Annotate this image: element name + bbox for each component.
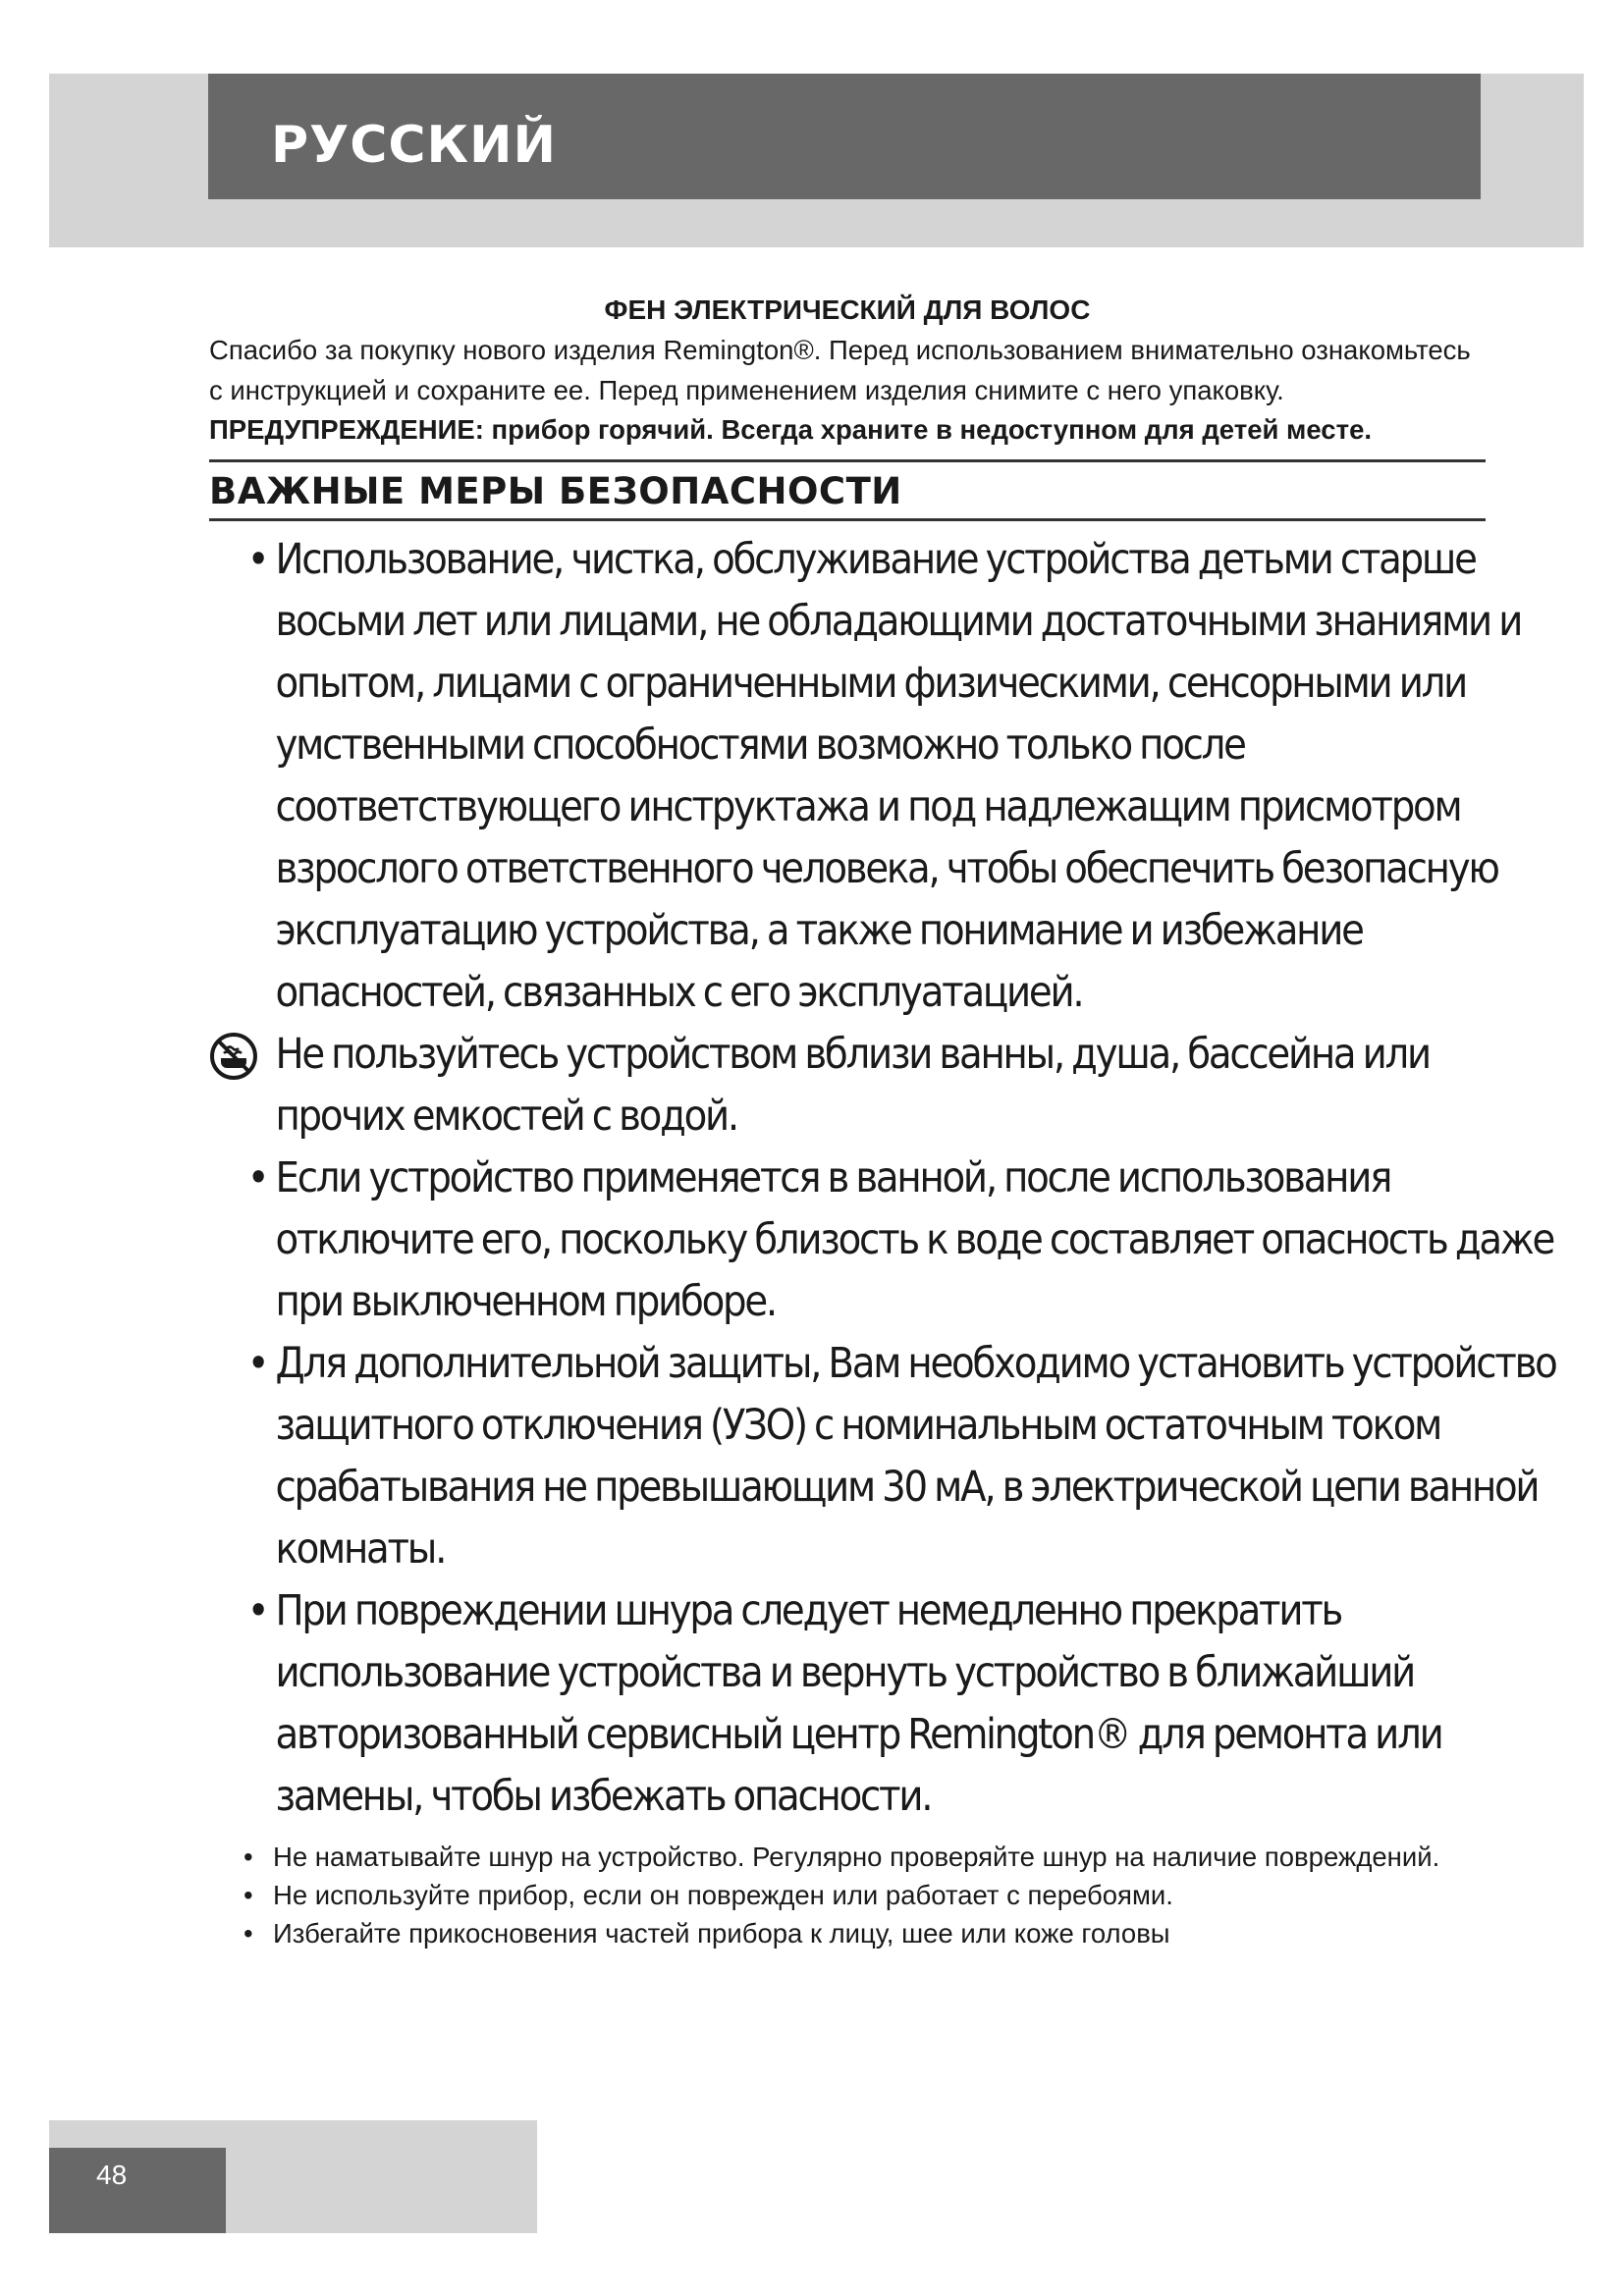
document-title: ФЕН ЭЛЕКТРИЧЕСКИЙ ДЛЯ ВОЛОС (604, 294, 1091, 325)
list-item (209, 1148, 1566, 1333)
safety-list (209, 529, 1556, 1828)
bullet-icon: • (244, 1880, 253, 1910)
section-heading: ВАЖНЫЕ МЕРЫ БЕЗОПАСНОСТИ (209, 459, 1486, 521)
list-item-text: При повреждении шнура следует немедленно прекратить использование устройства и вернуть устройство в ближайший авторизованный сервисный центр Remington® для ремонта или замены, чтобы избежать опасности. (275, 1586, 1442, 1821)
list-item-text: Использование, чистка, обслуживание устройства детьми старше восьми лет или лицами, не обладающими достаточными знаниями и опытом, лицами с ограниченными физическими, сенсорными или умственными способностями возможно только после соответствующего инструктажа и под надлежащим присмотром взрослого ответственного человека, чтобы обеспечить безопасную эксплуатацию устройства, а также понимание и избежание опасностей, связанных с его эксплуатацией. (275, 535, 1522, 1017)
list-item-text: Если устройство применяется в ванной, после использования отключите его, поскольку близость к воде составляет опасность даже при выключенном приборе. (275, 1153, 1554, 1326)
page-content (209, 294, 1556, 1952)
page-number-box (49, 2148, 226, 2233)
bullet-icon: • (244, 1918, 253, 1949)
list-item (209, 1024, 1566, 1148)
bullet-icon: • (244, 1842, 253, 1872)
list-item (209, 1838, 1486, 1876)
list-item (209, 1914, 1486, 1952)
warning-paragraph: ПРЕДУПРЕЖДЕНИЕ: прибор горячий. Всегда храните в недоступном для детей месте. (209, 414, 1373, 445)
language-title: РУССКИЙ (271, 116, 558, 175)
list-item (209, 1876, 1486, 1914)
list-item-text: Для дополнительной защиты, Вам необходимо установить устройство защитного отключения (УЗО) с номинальным остаточным током срабатывания не превышающим 30 мА, в электрической цепи ванной комнаты. (275, 1339, 1556, 1574)
intro-paragraph: Спасибо за покупку нового изделия Remington®. Перед использованием внимательно ознакомьтесь с инструкцией и сохраните ее. Перед применением изделия снимите с него упаковку. (209, 335, 1471, 405)
bullet-icon: • (246, 1586, 268, 1635)
page-number: 48 (96, 2160, 128, 2190)
no-bath-water-icon (209, 1032, 258, 1081)
list-item-text: Избегайте прикосновения частей прибора к лицу, шее или коже головы (273, 1918, 1170, 1949)
list-item-text: Не наматывайте шнур на устройство. Регулярно проверяйте шнур на наличие повреждений. (273, 1842, 1440, 1872)
list-item (209, 1333, 1566, 1580)
list-item-text: Не используйте прибор, если он поврежден или работает с перебоями. (273, 1880, 1173, 1910)
list-item (209, 529, 1566, 1024)
list-item (209, 1580, 1566, 1828)
additional-safety-list (209, 1838, 1486, 1952)
bullet-icon: • (246, 1153, 268, 1202)
bullet-icon: • (246, 535, 268, 584)
list-item-text: Не пользуйтесь устройством вблизи ванны, душа, бассейна или прочих емкостей с водой. (275, 1030, 1430, 1141)
bullet-icon: • (246, 1339, 268, 1388)
